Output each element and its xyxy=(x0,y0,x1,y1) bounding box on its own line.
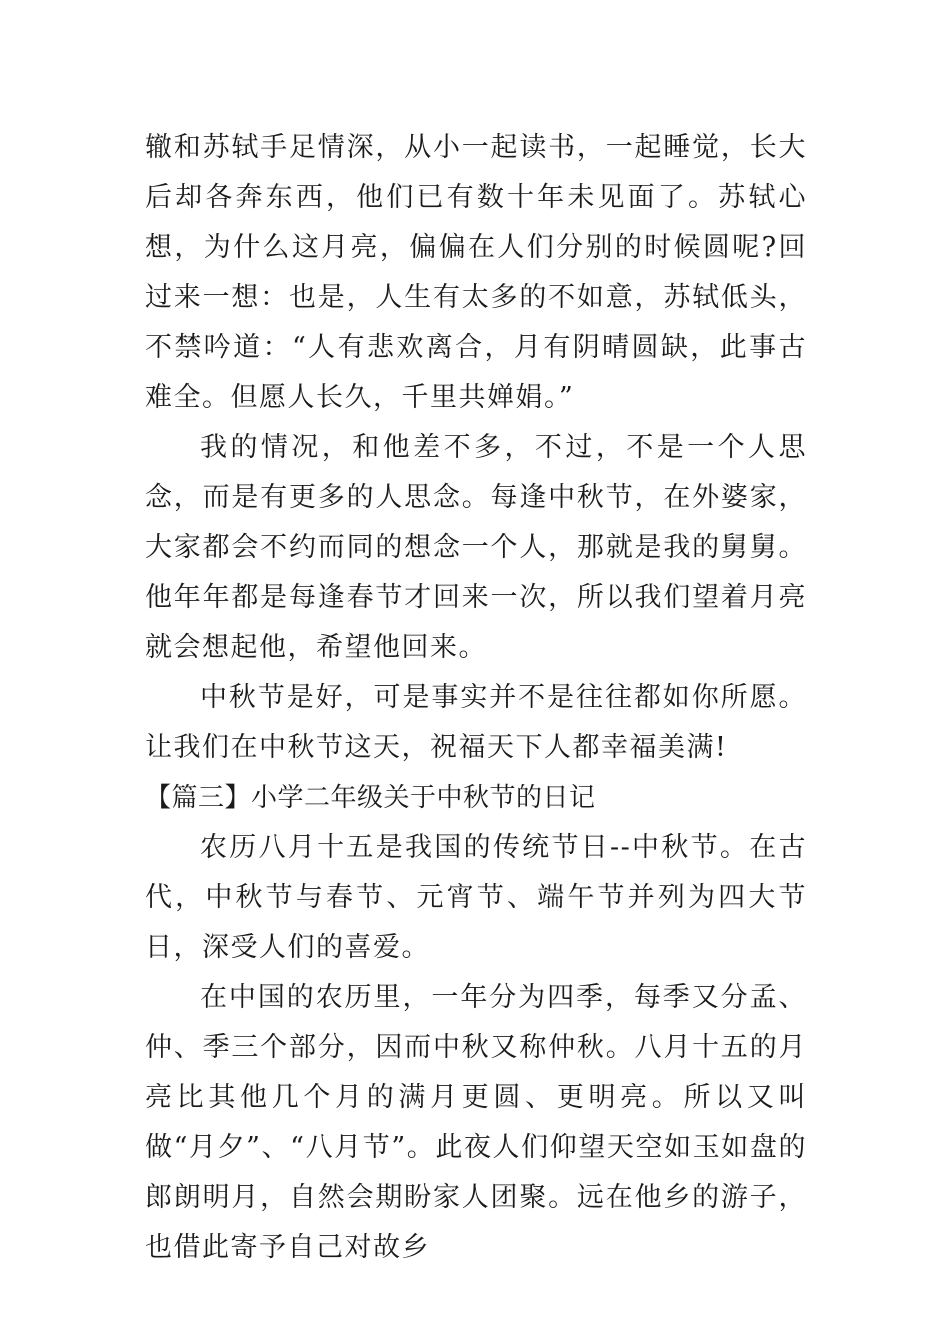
document-body xyxy=(145,123,807,1273)
paragraph-4: 农历八月十五是我国的传统节日--中秋节。在古代，中秋节与春节、元宵节、端午节并列为四大节日，深受人们的喜爱。 xyxy=(145,832,807,963)
paragraph-2: 我的情况，和他差不多，不过，不是一个人思念，而是有更多的人思念。每逢中秋节，在外婆家，大家都会不约而同的想念一个人，那就是我的舅舅。他年年都是每逢春节才回来一次，所以我们望着月亮就会想起他，希望他回来。 xyxy=(145,432,807,663)
paragraph-5: 在中国的农历里，一年分为四季，每季又分孟、仲、季三个部分，因而中秋又称仲秋。八月十五的月亮比其他几个月的满月更圆、更明亮。所以又叫做“月夕”、“八月节”。此夜人们仰望天空如玉如盘的郎朗明月，自然会期盼家人团聚。远在他乡的游子，也借此寄予自己对故乡 xyxy=(145,982,807,1263)
section-heading: 【篇三】小学二年级关于中秋节的日记 xyxy=(145,783,596,813)
paragraph-1: 辙和苏轼手足情深，从小一起读书，一起睡觉，长大后却各奔东西，他们已有数十年未见面了。苏轼心想，为什么这月亮，偏偏在人们分别的时候圆呢?回过来一想：也是，人生有太多的不如意，苏轼低头，不禁吟道：“人有悲欢离合，月有阴晴圆缺，此事古难全。但愿人长久，千里共婵娟。” xyxy=(145,132,807,413)
paragraph-3: 中秋节是好，可是事实并不是往往都如你所愿。让我们在中秋节这天，祝福天下人都幸福美满! xyxy=(145,682,807,763)
